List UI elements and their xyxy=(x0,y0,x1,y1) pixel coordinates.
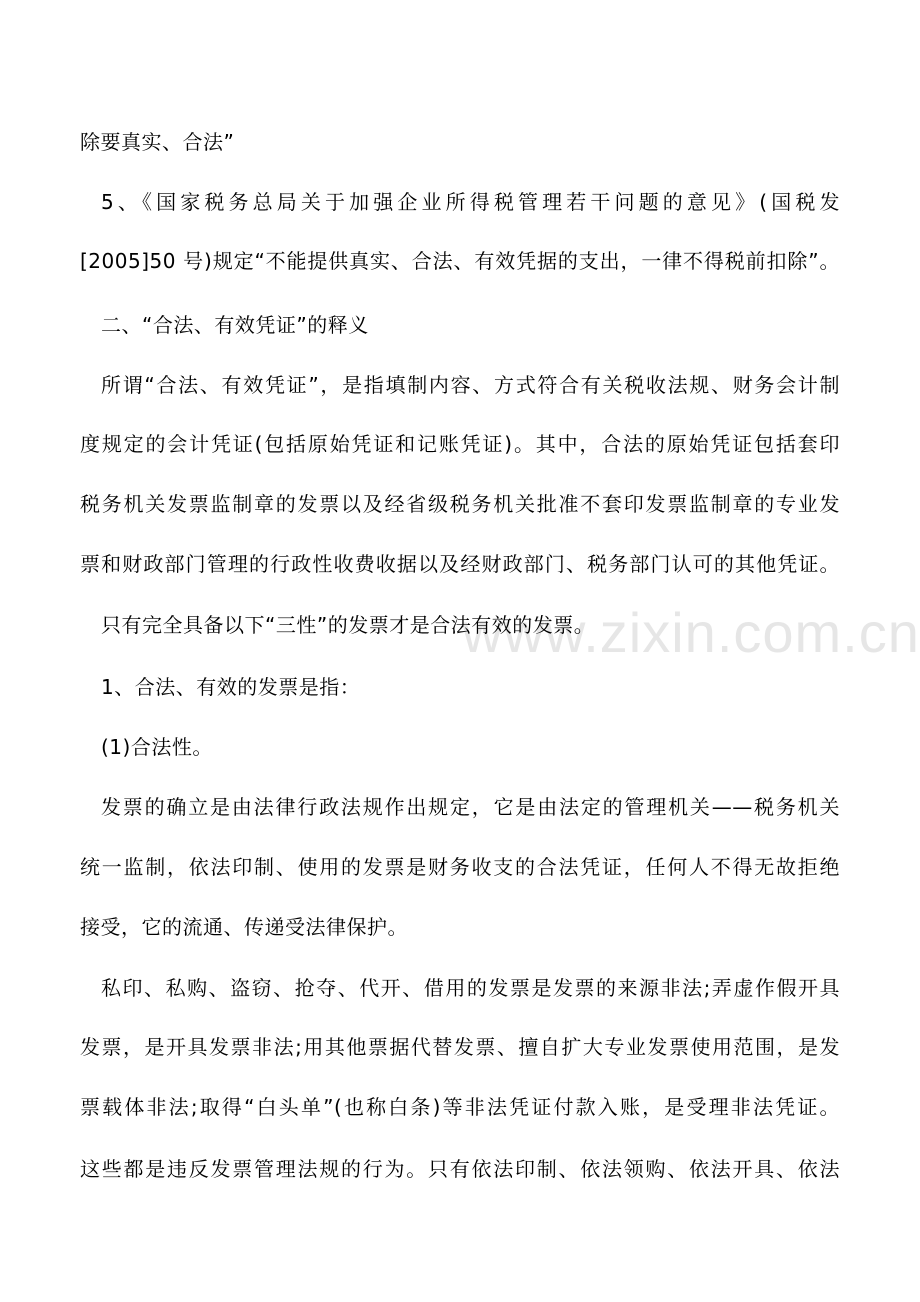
watermark: www.zixin.com.cn xyxy=(462,601,920,664)
text-line: 票载体非法;取得“白头单”(也称白条)等非法凭证付款入账，是受理非法凭证。 xyxy=(80,1095,840,1119)
section-heading: 二、“合法、有效凭证”的释义 xyxy=(101,313,369,337)
text-line: 只有完全具备以下“三性”的发票才是合法有效的发票。 xyxy=(101,613,595,637)
text-line: 这些都是违反发票管理法规的行为。只有依法印制、依法领购、依法开具、依法 xyxy=(80,1157,840,1181)
text-line: 发票的确立是由法律行政法规作出规定，它是由法定的管理机关——税务机关 xyxy=(101,795,840,819)
text-line: (1)合法性。 xyxy=(101,735,213,759)
text-line: 私印、私购、盗窃、抢夺、代开、借用的发票是发票的来源非法;弄虚作假开具 xyxy=(101,976,840,1000)
text-line: 1、合法、有效的发票是指： xyxy=(101,675,361,699)
text-line: 度规定的会计凭证(包括原始凭证和记账凭证)。其中，合法的原始凭证包括套印 xyxy=(80,432,840,456)
text-line: 票和财政部门管理的行政性收费收据以及经财政部门、税务部门认可的其他凭证。 xyxy=(80,552,840,576)
text-line: 接受，它的流通、传递受法律保护。 xyxy=(80,915,408,939)
text-line: 统一监制，依法印制、使用的发票是财务收支的合法凭证，任何人不得无故拒绝 xyxy=(80,855,840,879)
text-line: 税务机关发票监制章的发票以及经省级税务机关批准不套印发票监制章的专业发 xyxy=(80,492,840,516)
text-line: 除要真实、合法” xyxy=(80,130,235,154)
text-line: 5、《国家税务总局关于加强企业所得税管理若干问题的意见》(国税发 xyxy=(101,190,840,214)
text-line: [2005]50 号)规定“不能提供真实、合法、有效凭据的支出，一律不得税前扣除”。 xyxy=(80,249,840,273)
text-line: 发票，是开具发票非法;用其他票据代替发票、擅自扩大专业发票使用范围，是发 xyxy=(80,1035,840,1059)
text-line: 所谓“合法、有效凭证”，是指填制内容、方式符合有关税收法规、财务会计制 xyxy=(101,373,840,397)
